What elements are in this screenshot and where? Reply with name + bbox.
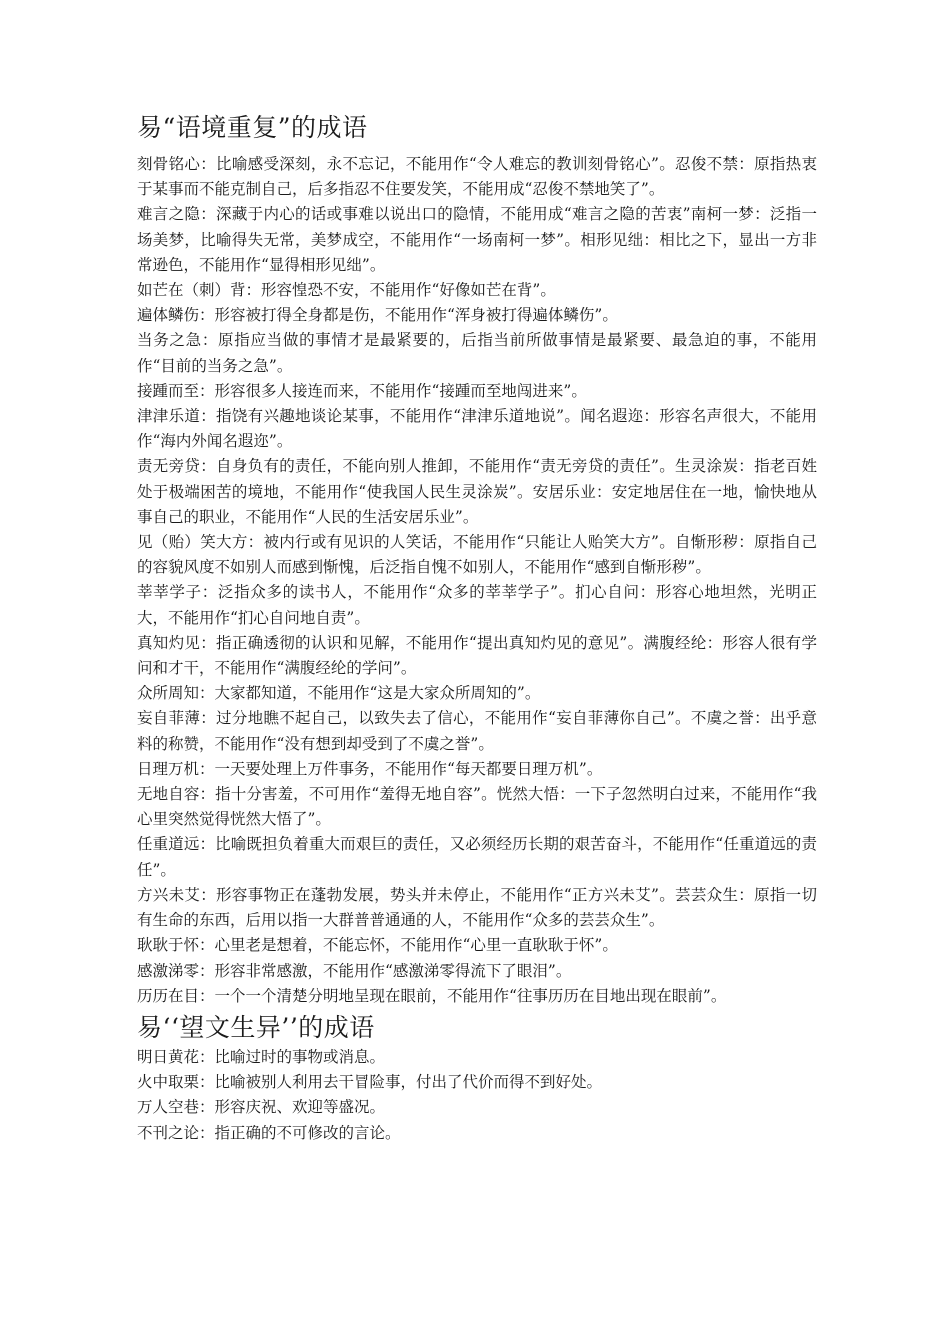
idiom-entry: 日理万机：一天要处理上万件事务，不能用作“每天都要日理万机”。 (137, 759, 603, 778)
idiom-entry: 无地自容：指十分害羞，不可用作“羞得无地自容”。恍然大悟：一下子忽然明白过来，不能用作“我心里突然觉得恍然大悟了”。 (137, 785, 817, 829)
idiom-entry: 刻骨铭心：比喻感受深刻，永不忘记，不能用作“令人难忘的教训刻骨铭心”。忍俊不禁：原指热衷于某事而不能克制自己，后多指忍不住要发笑，不能用成“忍俊不禁地笑了”。 (137, 155, 817, 199)
section2-body (137, 1045, 817, 1146)
idiom-entry: 妄自菲薄：过分地瞧不起自己，以致失去了信心，不能用作“妄自菲薄你自己”。不虞之誉：出乎意料的称赞，不能用作“没有想到却受到了不虞之誉”。 (137, 709, 817, 753)
section2-title: 易‘‘望文生异’’的成语 (137, 1012, 375, 1042)
idiom-entry: 遍体鳞伤：形容被打得全身都是伤，不能用作“浑身被打得遍体鳞伤”。 (137, 306, 618, 325)
idiom-entry: 莘莘学子：泛指众多的读书人，不能用作“众多的莘莘学子”。扪心自问：形容心地坦然，光明正大，不能用作“扪心自问地自责”。 (137, 583, 817, 627)
document-page (137, 110, 817, 1146)
section1-body (137, 152, 817, 1009)
idiom-entry: 责无旁贷：自身负有的责任，不能向别人推卸，不能用作“责无旁贷的责任”。生灵涂炭：指老百姓处于极端困苦的境地，不能用作“使我国人民生灵涂炭”。安居乐业：安定地居住在一地，愉快地从事自己的职业，不能用作“人民的生活安居乐业”。 (137, 457, 817, 526)
idiom-entry: 众所周知：大家都知道，不能用作“这是大家众所周知的”。 (137, 684, 541, 703)
idiom-entry: 接踵而至：形容很多人接连而来，不能用作“接踵而至地闯进来”。 (137, 381, 587, 400)
idiom-entry: 难言之隐：深藏于内心的话或事难以说出口的隐情，不能用成“难言之隐的苦衷”南柯一梦：泛指一场美梦，比喻得失无常，美梦成空，不能用作“一场南柯一梦”。相形见绌：相比之下，显出一方非常逊色，不能用作“显得相形见绌”。 (137, 205, 817, 274)
idiom-entry: 耿耿于怀：心里老是想着，不能忘怀，不能用作“心里一直耿耿于怀”。 (137, 936, 618, 955)
idiom-entry: 真知灼见：指正确透彻的认识和见解，不能用作“提出真知灼见的意见”。满腹经纶：形容人很有学问和才干，不能用作“满腹经纶的学问”。 (137, 633, 817, 678)
idiom-entry: 万人空巷：形容庆祝、欢迎等盛况。 (137, 1098, 386, 1117)
section1-title: 易“语境重复”的成语 (137, 113, 368, 142)
idiom-entry: 见（贻）笑大方：被内行或有见识的人笑话，不能用作“只能让人贻笑大方”。自惭形秽：原指自己的容貌风度不如别人而感到惭愧，后泛指自愧不如别人，不能用作“感到自惭形秽”。 (137, 533, 817, 577)
idiom-entry: 明日黄花：比喻过时的事物或消息。 (137, 1047, 386, 1066)
idiom-entry: 不刊之论：指正确的不可修改的言论。 (137, 1123, 401, 1142)
idiom-entry: 当务之急：原指应当做的事情才是最紧要的，后指当前所做事情是最紧要、最急迫的事，不能用作“目前的当务之急”。 (137, 331, 817, 375)
idiom-entry: 火中取栗：比喻被别人利用去干冒险事，付出了代价而得不到好处。 (137, 1073, 603, 1092)
idiom-entry: 历历在目：一个一个清楚分明地呈现在眼前，不能用作“往事历历在目地出现在眼前”。 (137, 986, 727, 1005)
idiom-entry: 任重道远：比喻既担负着重大而艰巨的责任，又必须经历长期的艰苦奋斗，不能用作“任重道远的责任”。 (137, 835, 817, 879)
idiom-entry: 感激涕零：形容非常感激，不能用作“感激涕零得流下了眼泪”。 (137, 961, 572, 980)
idiom-entry: 方兴未艾：形容事物正在蓬勃发展，势头并未停止，不能用作“正方兴未艾”。芸芸众生：原指一切有生命的东西，后用以指一大群普普通通的人，不能用作“众多的芸芸众生”。 (137, 885, 817, 930)
idiom-entry: 津津乐道：指饶有兴趣地谈论某事，不能用作“津津乐道地说”。闻名遐迩：形容名声很大，不能用作“海内外闻名遐迩”。 (137, 407, 817, 451)
idiom-entry: 如芒在（刺）背：形容惶恐不安，不能用作“好像如芒在背”。 (137, 281, 556, 300)
